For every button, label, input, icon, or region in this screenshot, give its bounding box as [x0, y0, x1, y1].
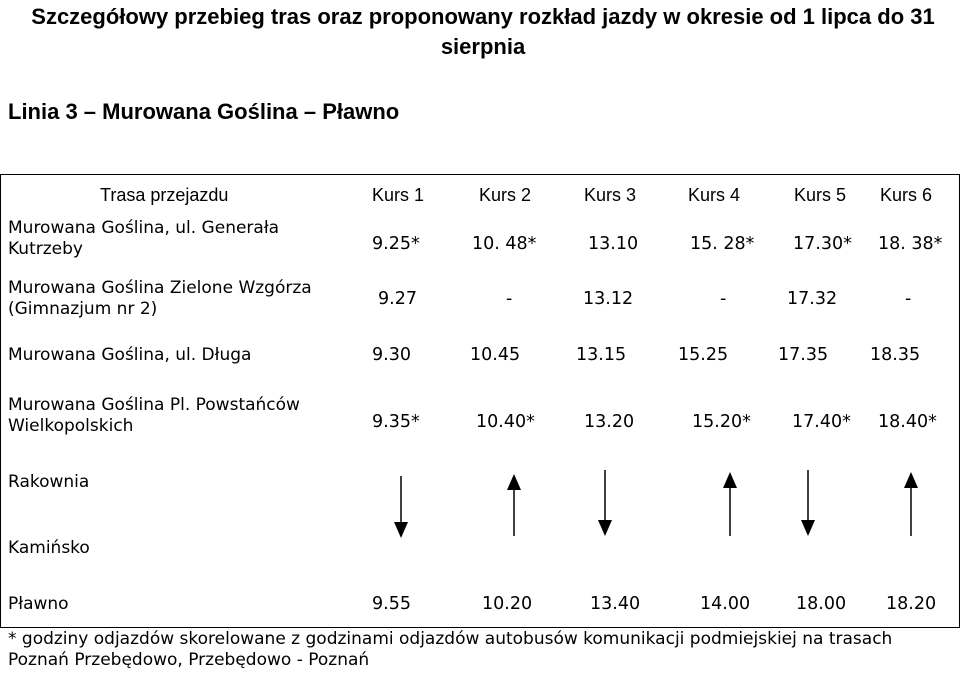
time-row-7-course-1: 9.55 — [372, 594, 411, 614]
time-row-7-course-5: 18.00 — [796, 594, 847, 614]
time-row-3-course-3: 13.15 — [576, 345, 627, 365]
down-arrow-icon — [594, 468, 616, 538]
stop-name-row-5: Rakownia — [8, 472, 90, 492]
time-row-3-course-6: 18.35 — [870, 345, 921, 365]
time-row-7-course-3: 13.40 — [590, 594, 641, 614]
time-row-2-course-5: 17.32 — [787, 289, 838, 309]
course-header-6: Kurs 6 — [880, 185, 933, 205]
up-arrow-icon — [900, 472, 922, 538]
time-row-4-course-5: 17.40* — [792, 412, 851, 432]
time-row-7-course-4: 14.00 — [700, 594, 751, 614]
time-row-4-course-6: 18.40* — [878, 412, 937, 432]
time-row-3-course-4: 15.25 — [678, 345, 729, 365]
stop-name-row-7: Pławno — [8, 594, 69, 614]
time-row-1-course-4: 15. 28* — [690, 234, 755, 254]
time-row-2-course-1: 9.27 — [378, 289, 417, 309]
stop-name-row-6: Kamińsko — [8, 538, 90, 558]
time-row-2-course-6: - — [905, 289, 912, 309]
footnote: * godziny odjazdów skorelowane z godzinami odjazdów autobusów komunikacji podmiejskiej na trasach Poznań Przebędowo, Przebędowo - Poznań — [8, 629, 893, 670]
table-border-top — [0, 174, 960, 175]
up-arrow-icon — [719, 472, 741, 538]
time-row-2-course-2: - — [506, 289, 513, 309]
course-header-3: Kurs 3 — [584, 185, 637, 205]
stop-name-row-3: Murowana Goślina, ul. Długa — [8, 345, 252, 365]
route-header: Trasa przejazdu — [100, 185, 229, 205]
time-row-4-course-2: 10.40* — [476, 412, 535, 432]
table-border-bottom — [0, 627, 960, 628]
stop-name-row-4: Murowana Goślina Pl. Powstańców Wielkopolskich — [8, 395, 300, 436]
course-header-2: Kurs 2 — [479, 185, 532, 205]
time-row-2-course-4: - — [720, 289, 727, 309]
time-row-1-course-2: 10. 48* — [472, 234, 537, 254]
time-row-4-course-1: 9.35* — [372, 412, 420, 432]
stop-name-row-1: Murowana Goślina, ul. Generała Kutrzeby — [8, 218, 280, 259]
time-row-1-course-5: 17.30* — [793, 234, 852, 254]
time-row-1-course-1: 9.25* — [372, 234, 420, 254]
course-header-5: Kurs 5 — [794, 185, 847, 205]
time-row-3-course-5: 17.35 — [778, 345, 829, 365]
table-border-left — [0, 174, 1, 628]
time-row-1-course-3: 13.10 — [588, 234, 639, 254]
time-row-4-course-3: 13.20 — [584, 412, 635, 432]
time-row-1-course-6: 18. 38* — [878, 234, 943, 254]
timetable — [0, 174, 960, 628]
time-row-7-course-6: 18.20 — [886, 594, 937, 614]
time-row-7-course-2: 10.20 — [482, 594, 533, 614]
time-row-3-course-1: 9.30 — [372, 345, 411, 365]
down-arrow-icon — [390, 474, 412, 540]
up-arrow-icon — [503, 474, 525, 538]
course-header-4: Kurs 4 — [688, 185, 741, 205]
down-arrow-icon — [797, 468, 819, 538]
time-row-4-course-4: 15.20* — [692, 412, 751, 432]
page-title: Szczegółowy przebieg tras oraz proponowany rozkład jazdy w okresie od 1 lipca do 31 sierpnia — [31, 4, 935, 59]
time-row-2-course-3: 13.12 — [583, 289, 634, 309]
stop-name-row-2: Murowana Goślina Zielone Wzgórza (Gimnazjum nr 2) — [8, 278, 312, 319]
page-subtitle: Linia 3 – Murowana Goślina – Pławno — [8, 99, 400, 124]
course-header-1: Kurs 1 — [372, 185, 425, 205]
time-row-3-course-2: 10.45 — [470, 345, 521, 365]
